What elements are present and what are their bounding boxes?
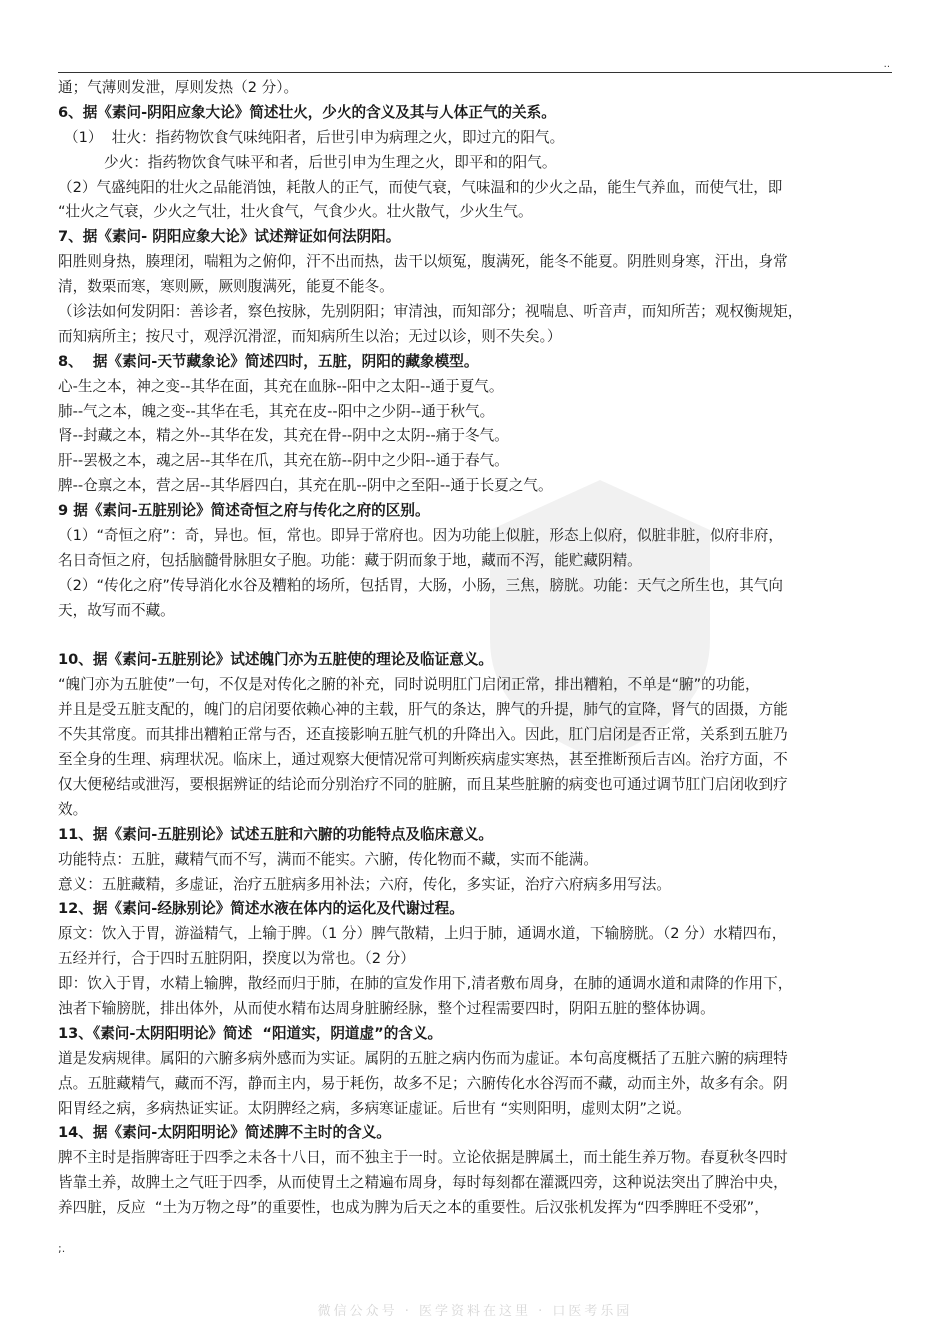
text-line: 名日奇恒之府，包括脑髓骨脉胆女子胞。功能：藏于阴而象于地，藏而不泻，能贮藏阴精。: [58, 551, 642, 569]
text-line: 肾--封藏之本，精之外--其华在发，其充在骨--阴中之太阴--痛于冬气。: [58, 427, 509, 445]
text-line: 效。: [58, 800, 88, 818]
text-line: 而知病所主；按尺寸，观浮沉滑涩，而知病所生以治；无过以诊，则不失矣。）: [58, 327, 562, 345]
question-heading: 6、据《素问-阴阳应象大论》简述壮火，少火的含义及其与人体正气的关系。: [58, 103, 556, 121]
text-line: 意义：五脏藏精，多虚证，治疗五脏病多用补法；六府，传化，多实证，治疗六府病多用写法。: [58, 875, 671, 893]
text-line: 阳胃经之病，多病热证实证。太阴脾经之病，多病寒证虚证。后世有 “实则阳明，虚则太阴”之说。: [58, 1099, 691, 1117]
text-line: 心-生之本，神之变--其华在面，其充在血脉--阳中之太阳--通于夏气。: [58, 377, 504, 395]
text-line: 清，数栗而寒，寒则厥，厥则腹满死，能夏不能冬。: [58, 278, 394, 296]
text-line: 天，故写而不藏。: [58, 601, 175, 619]
question-heading: 9 据《素问-五脏别论》简述奇恒之府与传化之府的区别。: [58, 502, 430, 520]
text-line: 少火：指药物饮食气味平和者，后世引申为生理之火，即平和的阳气。: [104, 153, 557, 171]
header-mark: ..: [883, 59, 890, 70]
text-line: 皆靠土养，故脾土之气旺于四季，从而使胃土之精遍布周身，每时每刻都在灌溉四旁，这种说法突出了脾治中央，: [58, 1174, 788, 1192]
text-line: 肺--气之本，魄之变--其华在毛，其充在皮--阳中之少阴--通于秋气。: [58, 402, 495, 420]
document-body: [58, 76, 904, 1221]
footer-mark: ;.: [58, 1242, 66, 1255]
text-line: 道是发病规律。属阳的六腑多病外感而为实证。属阴的五脏之病内伤而为虚证。本句高度概括了五脏六腑的病理特: [58, 1049, 788, 1067]
text-line: 肝--罢极之本，魂之居--其华在爪，其充在筋--阴中之少阳--通于春气。: [58, 452, 509, 470]
header-rule: [58, 72, 892, 73]
text-line: 原文：饮入于胃，游溢精气，上输于脾。（1 分）脾气散精，上归于肺，通调水道，下输膀胱。（2 分）水精四布，: [58, 925, 787, 943]
text-line: 阳胜则身热，腠理闭，喘粗为之俯仰，汗不出而热，齿干以烦冤，腹满死，能冬不能夏。阴胜则身寒，汗出，身常: [58, 253, 788, 271]
text-line: 不失其常度。而其排出糟粕正常与否，还直接影响五脏气机的升降出入。因此，肛门启闭是否正常，关系到五脏乃: [58, 726, 788, 744]
text-line: 养四脏，反应 “土为万物之母”的重要性，也成为脾为后天之本的重要性。后汉张机发挥为“四季脾旺不受邪”，: [58, 1199, 769, 1217]
text-line: 脾--仓禀之本，营之居--其华唇四白，其充在肌--阴中之至阳--通于长夏之气。: [58, 477, 553, 495]
question-heading: 12、据《素问-经脉别论》简述水液在体内的运化及代谢过程。: [58, 900, 464, 918]
text-line: 至全身的生理、病理状况。临床上，通过观察大便情况常可判断疾病虚实寒热，甚至推断预后吉凶。治疗方面，不: [58, 751, 788, 769]
question-heading: 7、据《素问- 阴阳应象大论》试述辩证如何法阴阳。: [58, 228, 401, 246]
watermark-text: 微信公众号 · 医学资料在这里 · 口医考乐园: [317, 1304, 633, 1319]
text-line: 即：饮入于胃，水精上输脾，散经而归于肺，在肺的宣发作用下,清者敷布周身，在肺的通调水道和肃降的作用下，: [58, 975, 793, 993]
text-line: （2）气盛纯阳的壮火之品能消蚀，耗散人的正气，而使气衰，气味温和的少火之品，能生气养血，而使气壮，即: [58, 178, 783, 196]
question-heading: 13、《素问-太阴阳明论》简述 “阳道实，阴道虚”的含义。: [58, 1024, 443, 1042]
text-line: 仅大便秘结或泄泻，要根据辨证的结论而分别治疗不同的脏腑，而且某些脏腑的病变也可通过调节肛门启闭收到疗: [58, 775, 788, 793]
question-heading: 11、据《素问-五脏别论》试述五脏和六腑的功能特点及临床意义。: [58, 825, 493, 843]
text-line: “壮火之气衰，少火之气壮，壮火食气，气食少火。壮火散气，少火生气。: [58, 203, 533, 221]
text-line: （诊法如何发阴阳：善诊者，察色按脉，先别阴阳；审清浊，而知部分；视喘息、听音声，而知所苦；观权衡规矩，: [58, 303, 803, 321]
text-line: （1）“奇恒之府”：奇，异也。恒，常也。即异于常府也。因为功能上似脏，形态上似府，似脏非脏，似府非府，: [58, 527, 783, 545]
text-line: （1） 壮火：指药物饮食气味纯阳者，后世引申为病理之火，即过亢的阳气。: [64, 128, 565, 146]
text-line: 五经并行，合于四时五脏阴阳，揆度以为常也。（2 分）: [58, 950, 415, 968]
question-heading: 10、据《素问-五脏别论》试述魄门亦为五脏使的理论及临证意义。: [58, 651, 493, 669]
blank-line: [58, 624, 904, 649]
text-line: 浊者下输膀胱，排出体外，从而使水精布达周身脏腑经脉，整个过程需要四时，阴阳五脏的整体协调。: [58, 999, 715, 1017]
text-line: “魄门亦为五脏使”一句，不仅是对传化之腑的补充，同时说明肛门启闭正常，排出糟粕，不单是“腑”的功能，: [58, 676, 760, 694]
text-line: 脾不主时是指脾寄旺于四季之未各十八日，而不独主于一时。立论依据是脾属土，而土能生养万物。春夏秋冬四时: [58, 1149, 788, 1167]
question-heading: 8、 据《素问-天节藏象论》简述四时，五脏，阴阳的藏象模型。: [58, 352, 479, 370]
text-line: 通；气薄则发泄，厚则发热（2 分）。: [58, 79, 299, 96]
question-heading: 14、据《素问-太阴阳明论》简述脾不主时的含义。: [58, 1124, 391, 1142]
text-line: 功能特点：五脏，藏精气而不写，满而不能实。六腑，传化物而不藏，实而不能满。: [58, 850, 598, 868]
text-line: 点。五脏藏精气，藏而不泻，静而主内，易于耗伤，故多不足；六腑传化水谷泻而不藏，动而主外，故多有余。阴: [58, 1074, 788, 1092]
text-line: （2）“传化之府”传导消化水谷及糟粕的场所，包括胃，大肠，小肠，三焦，膀胱。功能：天气之所生也，其气向: [58, 576, 783, 594]
text-line: 并且是受五脏支配的，魄门的启闭要依赖心神的主载，肝气的条达，脾气的升提，肺气的宣降，肾气的固摄，方能: [58, 701, 788, 719]
